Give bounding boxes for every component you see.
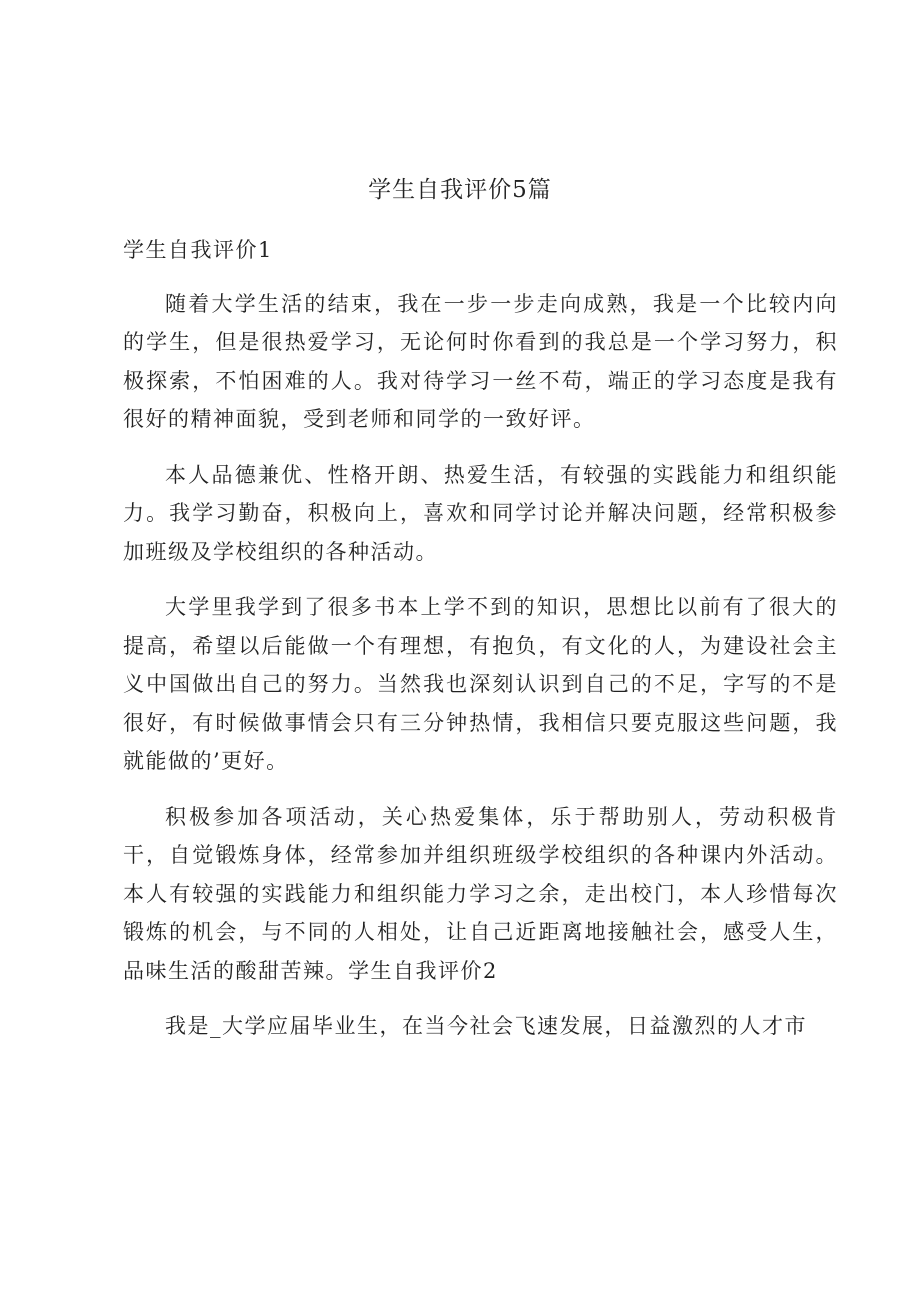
- body-paragraph: 积极参加各项活动，关心热爱集体，乐于帮助别人，劳动积极肯干，自觉锻炼身体，经常参加并组织班级学校组织的各种课内外活动。本人有较强的实践能力和组织能力学习之余，走出校门，本人珍惜每次锻炼的机会，与不同的人相处，让自己近距离地接触社会，感受人生，品味生活的酸甜苦辣。学生自我评价2: [123, 804, 838, 983]
- body-paragraph: 随着大学生活的结束，我在一步一步走向成熟，我是一个比较内向的学生，但是很热爱学习，无论何时你看到的我总是一个学习努力，积极探索，不怕困难的人。我对待学习一丝不苟，端正的学习态度是我有很好的精神面貌，受到老师和同学的一致好评。: [123, 291, 838, 431]
- body-paragraph: 本人品德兼优、性格开朗、热爱生活，有较强的实践能力和组织能力。我学习勤奋，积极向上，喜欢和同学讨论并解决问题，经常积极参加班级及学校组织的各种活动。: [123, 462, 838, 564]
- document-body: [123, 231, 838, 1063]
- body-paragraph: 我是_大学应届毕业生，在当今社会飞速发展，日益激烈的人才市: [165, 1014, 807, 1038]
- document-title: 学生自我评价5篇: [368, 177, 552, 203]
- body-paragraph: 大学里我学到了很多书本上学不到的知识，思想比以前有了很大的提高，希望以后能做一个有理想，有抱负，有文化的人，为建设社会主义中国做出自己的努力。当然我也深刻认识到自己的不足，字写的不是很好，有时候做事情会只有三分钟热情，我相信只要克服这些问题，我就能做的’更好。: [123, 595, 838, 773]
- section-heading: 学生自我评价1: [123, 238, 273, 262]
